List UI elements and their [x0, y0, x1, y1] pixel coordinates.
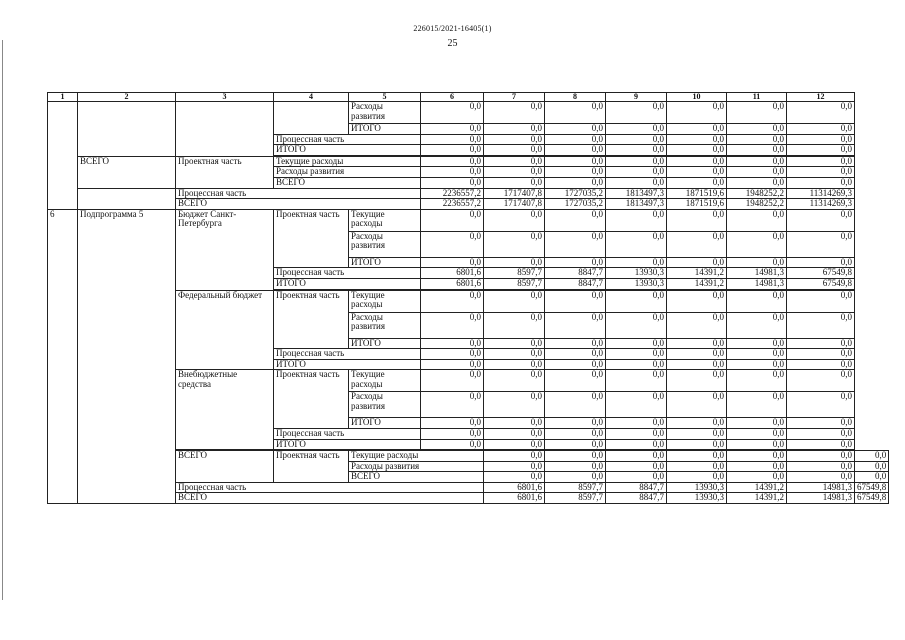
value-cell: 0,0 — [484, 134, 545, 145]
value-cell: 6801,6 — [421, 268, 484, 279]
value-cell: 0,0 — [787, 231, 855, 257]
value-cell: 0,0 — [484, 290, 545, 312]
value-cell: 0,0 — [667, 290, 727, 312]
value-cell: 67549,8 — [855, 482, 889, 493]
value-cell: 0,0 — [606, 338, 667, 349]
value-cell: 0,0 — [787, 312, 855, 338]
value-cell: 0,0 — [545, 102, 606, 124]
value-cell: 0,0 — [727, 428, 787, 439]
cell-source: ВСЕГО — [176, 493, 484, 504]
value-cell: 1717407,8 — [484, 188, 545, 199]
value-cell: 0,0 — [727, 338, 787, 349]
document-code: 226015/2021-16405(1) — [413, 24, 492, 33]
value-cell: 8597,7 — [484, 278, 545, 289]
value-cell: 67549,8 — [787, 268, 855, 279]
value-cell: 13930,3 — [606, 268, 667, 279]
value-cell: 0,0 — [606, 428, 667, 439]
value-cell: 0,0 — [787, 209, 855, 231]
value-cell: 1727035,2 — [545, 188, 606, 199]
value-cell: 14981,3 — [727, 268, 787, 279]
value-cell: 0,0 — [787, 428, 855, 439]
value-cell: 0,0 — [606, 290, 667, 312]
value-cell: 0,0 — [667, 349, 727, 360]
value-cell: 0,0 — [727, 257, 787, 268]
value-cell: 0,0 — [484, 124, 545, 135]
value-cell: 13930,3 — [667, 482, 727, 493]
value-cell: 1727035,2 — [545, 199, 606, 210]
value-cell: 14391,2 — [727, 493, 787, 504]
value-cell: 0,0 — [727, 392, 787, 418]
value-cell: 0,0 — [545, 156, 606, 167]
value-cell: 0,0 — [484, 177, 545, 188]
value-cell: 0,0 — [727, 290, 787, 312]
value-cell: 0,0 — [421, 359, 484, 370]
value-cell: 0,0 — [787, 290, 855, 312]
value-cell: 0,0 — [787, 349, 855, 360]
value-cell: 0,0 — [545, 167, 606, 178]
value-cell: 0,0 — [421, 428, 484, 439]
cell-part: Процессная часть — [274, 268, 421, 279]
value-cell: 2236557,2 — [421, 188, 484, 199]
value-cell: 0,0 — [727, 312, 787, 338]
value-cell: 0,0 — [545, 312, 606, 338]
value-cell: 0,0 — [606, 156, 667, 167]
value-cell: 0,0 — [727, 102, 787, 124]
value-cell: 0,0 — [606, 209, 667, 231]
value-cell: 0,0 — [855, 472, 889, 483]
value-cell: 0,0 — [667, 145, 727, 156]
value-cell: 8597,7 — [484, 268, 545, 279]
value-cell: 0,0 — [787, 102, 855, 124]
value-cell: 0,0 — [421, 209, 484, 231]
value-cell: 0,0 — [667, 167, 727, 178]
value-cell: 0,0 — [667, 461, 727, 472]
cell-part: Процессная часть — [274, 134, 421, 145]
header-cell: 9 — [606, 93, 667, 102]
value-cell: 0,0 — [545, 461, 606, 472]
value-cell: 1813497,3 — [606, 199, 667, 210]
value-cell: 0,0 — [484, 418, 545, 429]
value-cell: 0,0 — [855, 461, 889, 472]
value-cell: 0,0 — [667, 418, 727, 429]
value-cell: 0,0 — [484, 156, 545, 167]
value-cell: 0,0 — [667, 156, 727, 167]
value-cell: 0,0 — [787, 359, 855, 370]
value-cell: 67549,8 — [855, 493, 889, 504]
value-cell: 0,0 — [727, 156, 787, 167]
header-cell: 10 — [667, 93, 727, 102]
value-cell: 0,0 — [727, 124, 787, 135]
cell-part: ВСЕГО — [274, 177, 421, 188]
cell-type: Расходы развития — [349, 312, 421, 338]
table-row — [48, 156, 889, 167]
value-cell: 0,0 — [545, 359, 606, 370]
cell-source: Проектная часть — [176, 156, 274, 188]
header-cell: 3 — [176, 93, 274, 102]
value-cell: 0,0 — [421, 439, 484, 450]
cell-num — [48, 102, 78, 210]
value-cell: 0,0 — [545, 370, 606, 392]
value-cell: 0,0 — [727, 461, 787, 472]
value-cell: 0,0 — [727, 134, 787, 145]
value-cell: 0,0 — [787, 392, 855, 418]
value-cell: 11314269,3 — [787, 199, 855, 210]
value-cell: 0,0 — [484, 338, 545, 349]
value-cell: 14981,3 — [727, 278, 787, 289]
cell-type: ИТОГО — [349, 124, 421, 135]
value-cell: 0,0 — [545, 428, 606, 439]
value-cell: 0,0 — [787, 370, 855, 392]
value-cell: 0,0 — [421, 418, 484, 429]
cell-part: Текущие расходы — [349, 451, 484, 462]
value-cell: 1813497,3 — [606, 188, 667, 199]
value-cell: 13930,3 — [606, 278, 667, 289]
value-cell: 0,0 — [421, 370, 484, 392]
value-cell: 0,0 — [606, 370, 667, 392]
value-cell: 1948252,2 — [727, 199, 787, 210]
value-cell: 0,0 — [727, 472, 787, 483]
header-cell: 6 — [421, 93, 484, 102]
value-cell: 0,0 — [727, 418, 787, 429]
value-cell: 0,0 — [421, 167, 484, 178]
cell-program — [78, 102, 176, 157]
value-cell: 0,0 — [545, 392, 606, 418]
value-cell: 0,0 — [606, 145, 667, 156]
value-cell: 0,0 — [727, 231, 787, 257]
value-cell: 0,0 — [606, 124, 667, 135]
header-cell: 2 — [78, 93, 176, 102]
cell-part: ИТОГО — [274, 278, 421, 289]
value-cell: 0,0 — [727, 370, 787, 392]
budget-table — [47, 92, 889, 504]
table-row — [48, 199, 889, 210]
value-cell: 0,0 — [421, 124, 484, 135]
header-cell: 7 — [484, 93, 545, 102]
value-cell: 0,0 — [606, 439, 667, 450]
cell-program — [78, 188, 176, 199]
table-row — [48, 102, 889, 124]
value-cell: 0,0 — [421, 145, 484, 156]
value-cell: 0,0 — [787, 418, 855, 429]
cell-type: Текущие расходы — [349, 290, 421, 312]
value-cell: 67549,8 — [787, 278, 855, 289]
value-cell: 0,0 — [421, 338, 484, 349]
value-cell: 0,0 — [421, 231, 484, 257]
value-cell: 0,0 — [421, 312, 484, 338]
value-cell: 0,0 — [484, 209, 545, 231]
value-cell: 0,0 — [787, 167, 855, 178]
value-cell: 0,0 — [667, 134, 727, 145]
value-cell: 0,0 — [667, 231, 727, 257]
value-cell: 0,0 — [667, 209, 727, 231]
value-cell: 0,0 — [787, 472, 855, 483]
value-cell: 8847,7 — [545, 278, 606, 289]
value-cell: 0,0 — [421, 257, 484, 268]
value-cell: 0,0 — [484, 439, 545, 450]
cell-program: ВСЕГО — [176, 451, 274, 483]
cell-part: ВСЕГО — [349, 472, 484, 483]
value-cell: 0,0 — [727, 359, 787, 370]
cell-part: ИТОГО — [274, 145, 421, 156]
cell-part: Проектная часть — [274, 290, 349, 349]
value-cell: 0,0 — [545, 290, 606, 312]
value-cell: 0,0 — [484, 349, 545, 360]
value-cell: 0,0 — [667, 102, 727, 124]
value-cell: 0,0 — [421, 392, 484, 418]
value-cell: 0,0 — [545, 338, 606, 349]
value-cell: 0,0 — [727, 209, 787, 231]
value-cell: 0,0 — [606, 359, 667, 370]
table-row — [48, 188, 889, 199]
value-cell: 0,0 — [787, 257, 855, 268]
value-cell: 14391,2 — [727, 482, 787, 493]
page-number: 25 — [447, 38, 458, 49]
cell-part: Проектная часть — [274, 370, 349, 429]
cell-type: Расходы развития — [349, 102, 421, 124]
value-cell: 6801,6 — [421, 278, 484, 289]
value-cell: 14391,2 — [667, 268, 727, 279]
value-cell: 0,0 — [484, 451, 545, 462]
value-cell: 0,0 — [787, 145, 855, 156]
cell-program — [78, 199, 176, 210]
value-cell: 0,0 — [484, 472, 545, 483]
cell-source: Внебюджетные средства — [176, 370, 274, 450]
value-cell: 0,0 — [606, 451, 667, 462]
value-cell: 0,0 — [787, 177, 855, 188]
value-cell: 0,0 — [545, 209, 606, 231]
value-cell: 0,0 — [545, 349, 606, 360]
value-cell: 2236557,2 — [421, 199, 484, 210]
value-cell: 0,0 — [727, 145, 787, 156]
value-cell: 8847,7 — [606, 482, 667, 493]
header-cell: 11 — [727, 93, 787, 102]
value-cell: 0,0 — [484, 370, 545, 392]
value-cell: 0,0 — [606, 349, 667, 360]
value-cell: 14981,3 — [787, 493, 855, 504]
value-cell: 1948252,2 — [727, 188, 787, 199]
value-cell: 0,0 — [484, 145, 545, 156]
cell-source: Бюджет Санкт-Петербурга — [176, 209, 274, 290]
value-cell: 0,0 — [667, 428, 727, 439]
value-cell: 0,0 — [545, 134, 606, 145]
value-cell: 0,0 — [421, 134, 484, 145]
value-cell: 0,0 — [606, 418, 667, 429]
scan-edge-line — [2, 40, 3, 600]
value-cell: 13930,3 — [667, 493, 727, 504]
value-cell: 0,0 — [484, 312, 545, 338]
value-cell: 0,0 — [545, 231, 606, 257]
value-cell: 14391,2 — [667, 278, 727, 289]
value-cell: 0,0 — [545, 177, 606, 188]
value-cell: 6801,6 — [484, 482, 545, 493]
value-cell: 14981,3 — [787, 482, 855, 493]
value-cell: 1871519,6 — [667, 199, 727, 210]
value-cell: 0,0 — [667, 439, 727, 450]
value-cell: 0,0 — [545, 145, 606, 156]
header-cell: 5 — [349, 93, 421, 102]
cell-part: ИТОГО — [274, 439, 421, 450]
value-cell: 0,0 — [606, 257, 667, 268]
value-cell: 0,0 — [421, 156, 484, 167]
cell-source: Проектная часть — [274, 451, 349, 483]
value-cell: 0,0 — [606, 461, 667, 472]
cell-source — [176, 102, 274, 157]
cell-part: Расходы развития — [274, 167, 421, 178]
value-cell: 0,0 — [545, 439, 606, 450]
cell-type: ИТОГО — [349, 418, 421, 429]
value-cell: 0,0 — [484, 392, 545, 418]
table-row — [48, 209, 889, 231]
cell-type: Расходы развития — [349, 392, 421, 418]
cell-source: Процессная часть — [176, 482, 484, 493]
cell-part: Процессная часть — [274, 349, 421, 360]
value-cell: 0,0 — [667, 392, 727, 418]
value-cell: 0,0 — [727, 439, 787, 450]
value-cell: 0,0 — [667, 451, 727, 462]
value-cell: 0,0 — [667, 257, 727, 268]
value-cell: 0,0 — [606, 472, 667, 483]
value-cell: 0,0 — [606, 167, 667, 178]
cell-type: Текущие расходы — [349, 370, 421, 392]
value-cell: 0,0 — [421, 349, 484, 360]
cell-part: ИТОГО — [274, 359, 421, 370]
value-cell: 8597,7 — [545, 482, 606, 493]
cell-type: ИТОГО — [349, 338, 421, 349]
value-cell: 0,0 — [545, 257, 606, 268]
value-cell: 0,0 — [787, 461, 855, 472]
value-cell: 8847,7 — [606, 493, 667, 504]
value-cell: 0,0 — [787, 124, 855, 135]
value-cell: 0,0 — [545, 451, 606, 462]
value-cell: 0,0 — [787, 156, 855, 167]
value-cell: 0,0 — [545, 472, 606, 483]
value-cell: 0,0 — [484, 257, 545, 268]
value-cell: 0,0 — [667, 472, 727, 483]
value-cell: 1717407,8 — [484, 199, 545, 210]
header-cell: 4 — [274, 93, 349, 102]
value-cell: 0,0 — [606, 134, 667, 145]
header-cell: 8 — [545, 93, 606, 102]
value-cell: 0,0 — [606, 312, 667, 338]
value-cell: 0,0 — [484, 359, 545, 370]
cell-source: Процессная часть — [176, 188, 421, 199]
value-cell: 0,0 — [667, 177, 727, 188]
value-cell: 0,0 — [606, 177, 667, 188]
value-cell: 0,0 — [727, 349, 787, 360]
value-cell: 0,0 — [787, 338, 855, 349]
value-cell: 0,0 — [545, 418, 606, 429]
value-cell: 0,0 — [667, 124, 727, 135]
value-cell: 0,0 — [787, 134, 855, 145]
value-cell: 0,0 — [787, 439, 855, 450]
value-cell: 0,0 — [484, 231, 545, 257]
value-cell: 0,0 — [787, 451, 855, 462]
value-cell: 0,0 — [421, 177, 484, 188]
value-cell: 6801,6 — [484, 493, 545, 504]
value-cell: 0,0 — [606, 231, 667, 257]
cell-source: ВСЕГО — [176, 199, 421, 210]
value-cell: 0,0 — [727, 167, 787, 178]
value-cell: 0,0 — [667, 370, 727, 392]
cell-source: Федеральный бюджет — [176, 290, 274, 370]
header-cell: 12 — [787, 93, 855, 102]
value-cell: 0,0 — [484, 102, 545, 124]
cell-program: ВСЕГО — [78, 156, 176, 188]
cell-type: Текущие расходы — [349, 209, 421, 231]
cell-part: Текущие расходы — [274, 156, 421, 167]
value-cell: 0,0 — [421, 102, 484, 124]
value-cell: 11314269,3 — [787, 188, 855, 199]
cell-part: Процессная часть — [274, 428, 421, 439]
value-cell: 0,0 — [484, 167, 545, 178]
value-cell: 0,0 — [667, 338, 727, 349]
value-cell: 0,0 — [606, 392, 667, 418]
cell-type: ИТОГО — [349, 257, 421, 268]
value-cell: 0,0 — [667, 359, 727, 370]
cell-part: Проектная часть — [274, 209, 349, 268]
value-cell: 8597,7 — [545, 493, 606, 504]
value-cell: 8847,7 — [545, 268, 606, 279]
value-cell: 1871519,6 — [667, 188, 727, 199]
value-cell: 0,0 — [727, 451, 787, 462]
value-cell: 0,0 — [545, 124, 606, 135]
value-cell: 0,0 — [484, 428, 545, 439]
value-cell: 0,0 — [667, 312, 727, 338]
header-cell: 1 — [48, 93, 78, 102]
value-cell: 0,0 — [606, 102, 667, 124]
cell-program: Подпрограмма 5 — [78, 209, 176, 503]
value-cell: 0,0 — [484, 461, 545, 472]
header-row — [48, 93, 889, 102]
value-cell: 0,0 — [855, 451, 889, 462]
cell-part: Расходы развития — [349, 461, 484, 472]
value-cell: 0,0 — [421, 290, 484, 312]
value-cell: 0,0 — [727, 177, 787, 188]
cell-type: Расходы развития — [349, 231, 421, 257]
cell-num: 6 — [48, 209, 78, 503]
cell-part — [274, 102, 349, 135]
